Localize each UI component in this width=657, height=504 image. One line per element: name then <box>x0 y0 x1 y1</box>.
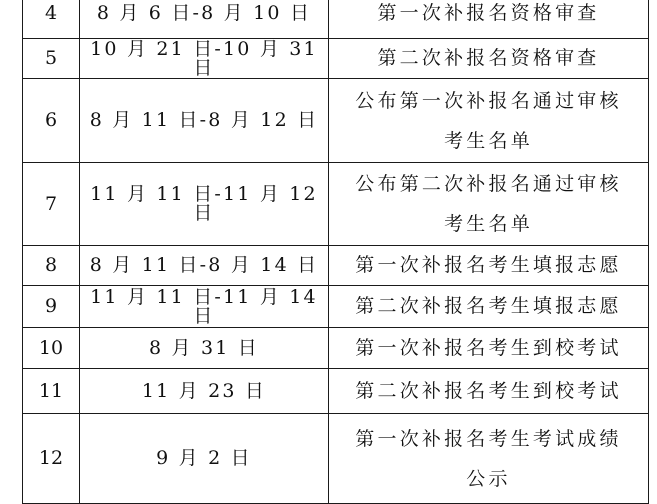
row-event <box>329 328 649 369</box>
event-line: 考生名单 <box>444 129 533 152</box>
table-row <box>23 286 649 328</box>
table-row <box>23 163 649 246</box>
row-event <box>329 39 649 79</box>
schedule-table <box>22 0 649 504</box>
event-line: 第一次补报名考生到校考试 <box>355 336 622 359</box>
row-event <box>329 246 649 286</box>
table-row <box>23 328 649 369</box>
table-row <box>23 414 649 504</box>
row-event <box>329 369 649 414</box>
row-number: 8 <box>23 246 80 286</box>
row-date: 11 月 11 日-11 月 14 日 <box>80 286 329 328</box>
event-line: 第二次补报名考生到校考试 <box>355 379 622 402</box>
row-date: 8 月 11 日-8 月 12 日 <box>80 79 329 163</box>
row-number: 9 <box>23 286 80 328</box>
event-line: 第二次补报名资格审查 <box>377 47 600 69</box>
row-number: 7 <box>23 163 80 246</box>
table-row <box>23 39 649 79</box>
row-event <box>329 79 649 163</box>
table-row <box>23 79 649 163</box>
event-line: 公布第一次补报名通过审核 <box>355 89 622 112</box>
row-number: 12 <box>23 414 80 504</box>
row-number: 6 <box>23 79 80 163</box>
row-date: 9 月 2 日 <box>80 414 329 504</box>
row-number: 4 <box>23 0 80 39</box>
row-date: 11 月 11 日-11 月 12 日 <box>80 163 329 246</box>
row-number: 11 <box>23 369 80 414</box>
event-line: 公布第二次补报名通过审核 <box>355 173 622 195</box>
event-line: 第一次补报名考生填报志愿 <box>355 254 622 276</box>
row-event <box>329 286 649 328</box>
row-number: 5 <box>23 39 80 79</box>
event-line: 考生名单 <box>444 213 533 235</box>
row-number: 10 <box>23 328 80 369</box>
row-date: 10 月 21 日-10 月 31 日 <box>80 39 329 79</box>
event-line: 第一次补报名考生考试成绩 <box>355 427 622 450</box>
row-event <box>329 0 649 39</box>
row-date: 8 月 31 日 <box>80 328 329 369</box>
table-row <box>23 0 649 39</box>
event-line: 公示 <box>466 467 511 490</box>
row-event <box>329 163 649 246</box>
table-row <box>23 246 649 286</box>
event-line: 第一次补报名资格审查 <box>377 1 600 24</box>
row-event <box>329 414 649 504</box>
row-date: 11 月 23 日 <box>80 369 329 414</box>
table-row <box>23 369 649 414</box>
row-date: 8 月 11 日-8 月 14 日 <box>80 246 329 286</box>
event-line: 第二次补报名考生填报志愿 <box>355 295 622 317</box>
row-date: 8 月 6 日-8 月 10 日 <box>80 0 329 39</box>
